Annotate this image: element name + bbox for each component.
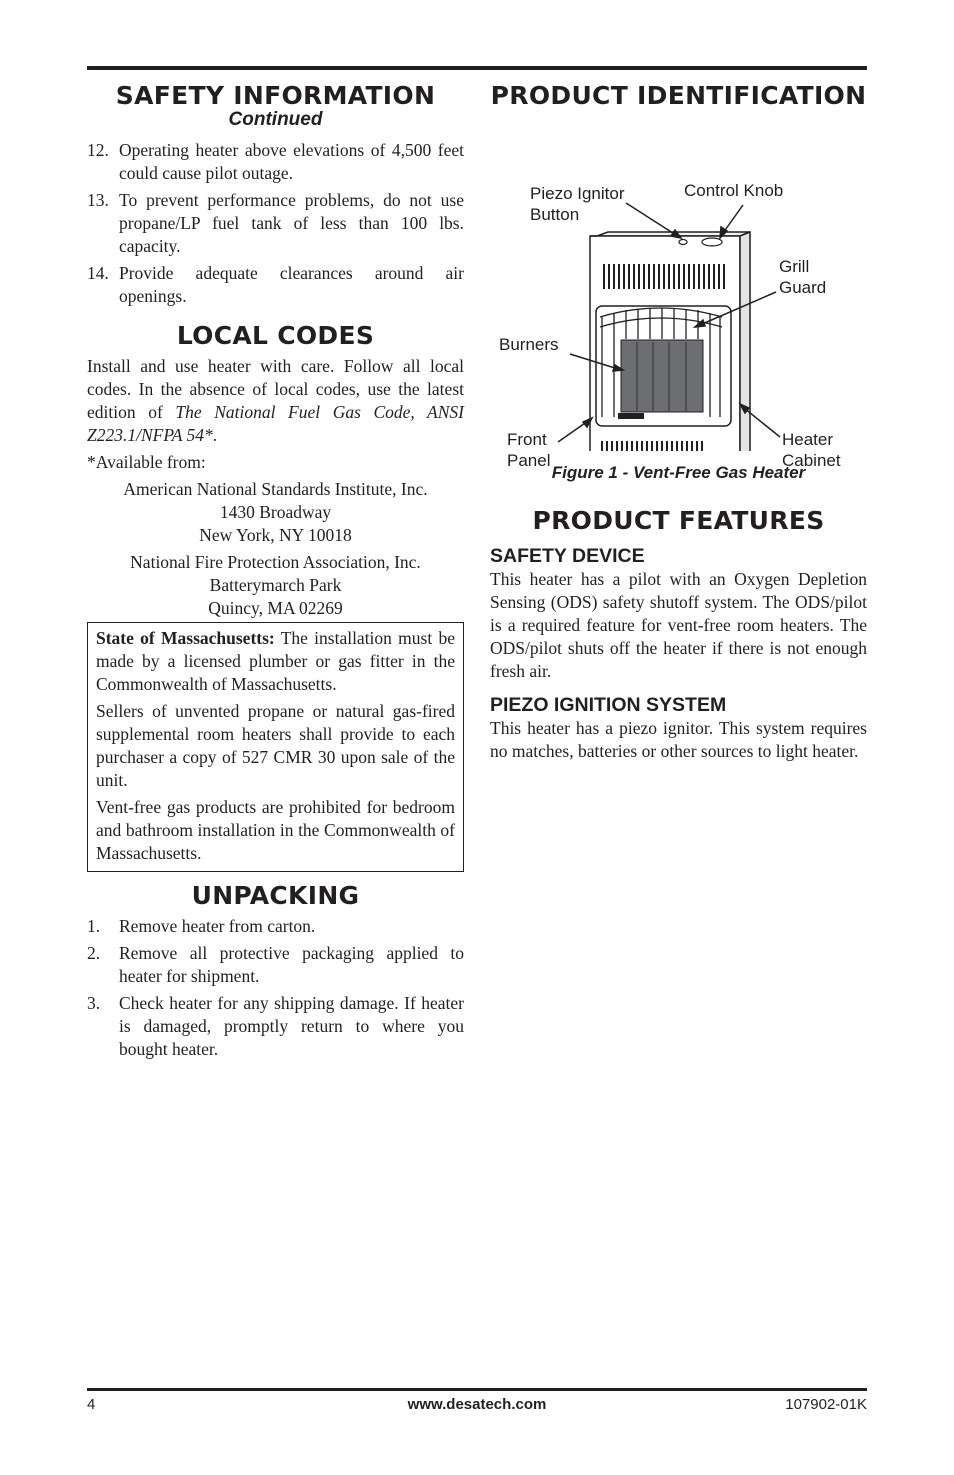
- bottom-louvers: [602, 441, 702, 451]
- product-identification-heading: PRODUCT IDENTIFICATION: [490, 81, 867, 110]
- label-control-knob: Control Knob: [684, 181, 784, 200]
- safety-device-heading: SAFETY DEVICE: [490, 545, 645, 567]
- label-piezo-ignitor: Piezo Ignitor Button: [530, 184, 625, 224]
- bottom-rule: [87, 1388, 867, 1391]
- safety-continued-label: Continued: [228, 109, 323, 130]
- control-knob-drawing: [702, 238, 722, 246]
- burner-panel-drawing: [621, 340, 703, 412]
- left-column: [87, 80, 464, 1065]
- document-number: 107902-01K: [785, 1396, 867, 1413]
- label-front-panel: Front Panel: [507, 430, 551, 470]
- nfpa-address: National Fire Protection Association, Inc. Batterymarch Park Quincy, MA 02269: [130, 552, 421, 618]
- available-from: *Available from:: [87, 452, 206, 472]
- website-link[interactable]: www.desatech.com: [407, 1396, 547, 1413]
- ansi-address: American National Standards Institute, Inc. 1430 Broadway New York, NY 10018: [123, 479, 428, 545]
- figure-caption: Figure 1 - Vent-Free Gas Heater: [551, 463, 806, 482]
- safety-information-heading: SAFETY INFORMATION: [115, 81, 436, 110]
- label-burners: Burners: [499, 335, 559, 354]
- piezo-ignition-heading: PIEZO IGNITION SYSTEM: [490, 694, 727, 716]
- list-item: 1. Remove heater from carton.: [87, 916, 316, 936]
- unpacking-heading: UNPACKING: [191, 881, 360, 910]
- list-item: 2. Remove all protective packaging applied to heater for shipment.: [87, 943, 464, 986]
- piezo-button-drawing: [679, 240, 687, 245]
- massachusetts-notice-box: [87, 622, 464, 872]
- safety-list: [87, 139, 464, 308]
- product-features-heading: PRODUCT FEATURES: [532, 506, 825, 535]
- list-item: 3. Check heater for any shipping damage. If heater is damaged, promptly return to where you bought heater.: [87, 993, 464, 1059]
- label-grill-guard: Grill Guard: [779, 257, 827, 297]
- local-codes-heading: LOCAL CODES: [176, 321, 375, 350]
- massachusetts-paragraph-1: State of Massachusetts: The installation must be made by a licensed plumber or gas fitter in the Commonwealth of Massachusetts.: [96, 628, 455, 694]
- local-codes-intro: Install and use heater with care. Follow all local codes. In the absence of local codes, use the latest edition of The National Fuel Gas Code, ANSI Z223.1/NFPA 54*.: [87, 356, 464, 445]
- unpacking-list: [87, 915, 464, 1061]
- page-number: 4: [87, 1396, 96, 1413]
- piezo-ignition-text: This heater has a piezo ignitor. This system requires no matches, batteries or other sources to light heater.: [490, 718, 867, 761]
- list-item: 12. Operating heater above elevations of 4,500 feet could cause pilot outage.: [87, 140, 464, 183]
- heater-figure: [490, 111, 867, 470]
- massachusetts-paragraph-3: Vent-free gas products are prohibited for bedroom and bathroom installation in the Commonwealth of Massachusetts.: [96, 797, 455, 863]
- label-heater-cabinet: Heater Cabinet: [782, 430, 841, 470]
- safety-device-text: This heater has a pilot with an Oxygen Depletion Sensing (ODS) safety shutoff system. The ODS/pilot is a required feature for vent-free room heaters. The ODS/pilot shuts off the heater if there is not enough fresh air.: [490, 569, 867, 681]
- top-rule: [87, 66, 867, 70]
- massachusetts-paragraph-2: Sellers of unvented propane or natural gas-fired supplemental room heaters shall provide to each purchaser a copy of 527 CMR 30 upon sale of the unit.: [96, 701, 455, 790]
- pilot-base-drawing: [618, 413, 644, 419]
- list-item: 14. Provide adequate clearances around air openings.: [87, 263, 464, 306]
- right-column: [490, 80, 867, 767]
- list-item: 13. To prevent performance problems, do not use propane/LP fuel tank of less than 100 lbs. capacity.: [87, 190, 464, 256]
